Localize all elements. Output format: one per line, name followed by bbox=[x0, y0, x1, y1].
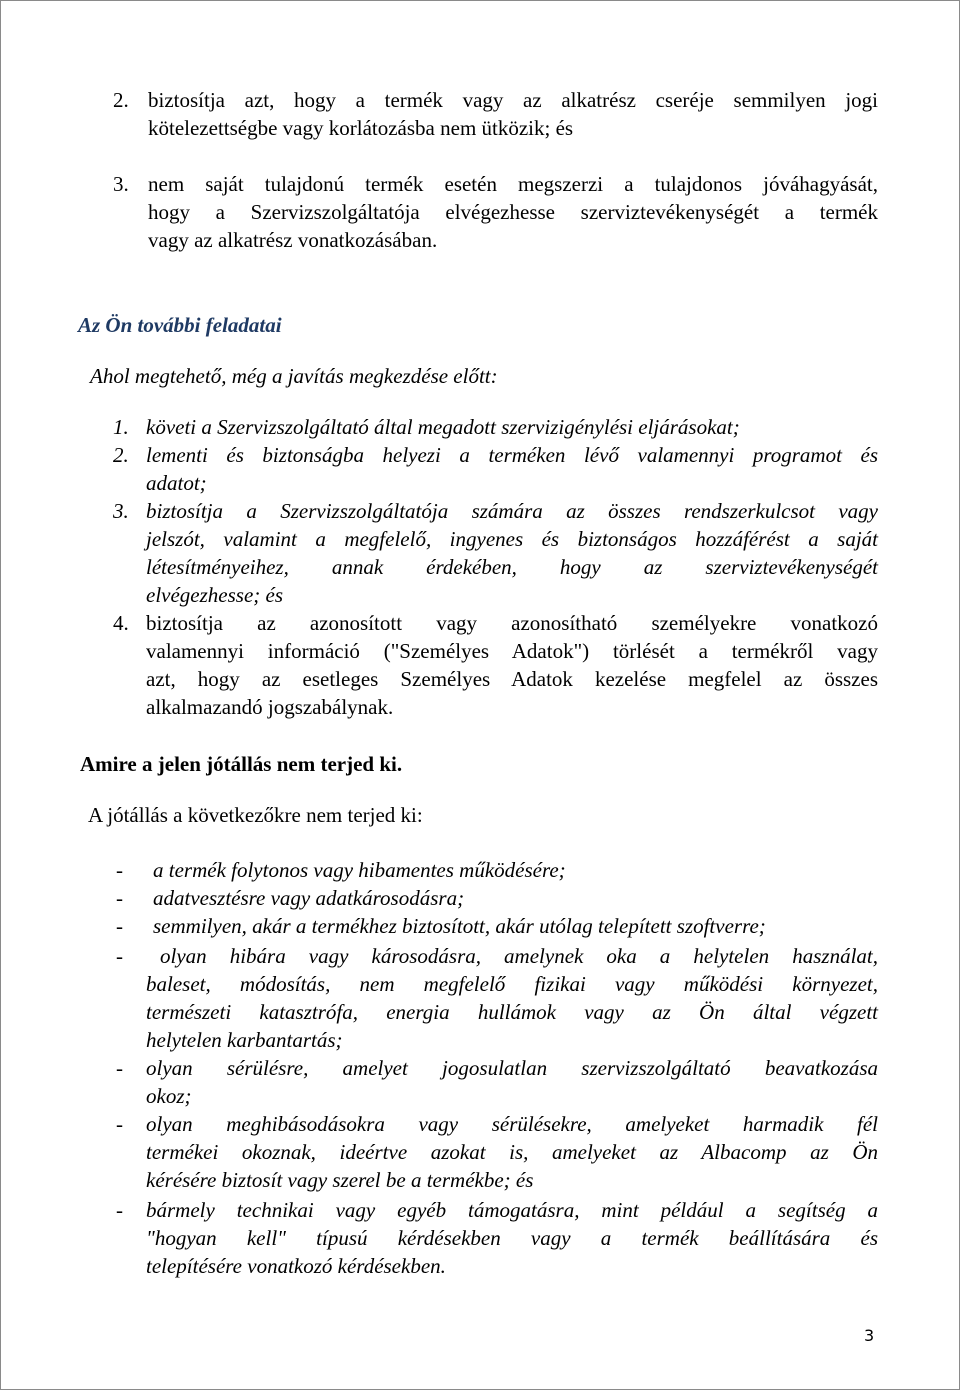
exclusion-line: termékei okoznak, ideértve azokat is, amelyeket az Albacomp az Ön bbox=[146, 1140, 878, 1164]
task-line: létesítményeihez, annak érdekében, hogy az szerviztevékenységét bbox=[146, 555, 878, 579]
exclusion-line: olyan meghibásodásokra vagy sérülésekre, amelyeket harmadik fél bbox=[146, 1112, 878, 1136]
exclusion-line: adatvesztésre vagy adatkárosodásra; bbox=[153, 886, 465, 910]
task-number: 2. bbox=[113, 443, 129, 467]
task-line: alkalmazandó jogszabálynak. bbox=[146, 695, 394, 719]
list-marker: - bbox=[116, 944, 123, 968]
task-line: azt, hogy az esetleges Személyes Adatok kezelése megfelel az összes bbox=[146, 667, 878, 691]
intro-item-line: hogy a Szervizszolgáltatója elvégezhesse szerviztevékenységét a termék bbox=[148, 200, 878, 224]
exclusion-line: helytelen karbantartás; bbox=[146, 1028, 343, 1052]
task-line: biztosítja a Szervizszolgáltatója számára az összes rendszerkulcsot vagy bbox=[146, 499, 878, 523]
task-line: valamennyi információ ("Személyes Adatok") törlését a termékről vagy bbox=[146, 639, 878, 663]
task-line: biztosítja az azonosított vagy azonosítható személyekre vonatkozó bbox=[146, 611, 878, 635]
section-heading-exclusions: Amire a jelen jótállás nem terjed ki. bbox=[80, 752, 403, 776]
exclusion-line: olyan sérülésre, amelyet jogosulatlan szervizszolgáltató beavatkozása bbox=[146, 1056, 878, 1080]
exclusion-line: semmilyen, akár a termékhez biztosított, akár utólag telepített szoftverre; bbox=[153, 914, 766, 938]
list-marker: - bbox=[116, 914, 123, 938]
intro-item-number: 3. bbox=[113, 172, 129, 196]
intro-item-line: kötelezettségbe vagy korlátozásba nem ütközik; és bbox=[148, 116, 574, 140]
list-marker: - bbox=[116, 1056, 123, 1080]
exclusion-line: bármely technikai vagy egyéb támogatásra, mint például a segítség a bbox=[146, 1198, 878, 1222]
list-marker: - bbox=[116, 1198, 123, 1222]
exclusion-line: "hogyan kell" típusú kérdésekben vagy a termék beállítására és bbox=[146, 1226, 878, 1250]
exclusion-line: baleset, módosítás, nem megfelelő fizikai vagy működési környezet, bbox=[146, 972, 878, 996]
exclusion-line: okoz; bbox=[146, 1084, 192, 1108]
list-marker: - bbox=[116, 886, 123, 910]
exclusion-line: olyan hibára vagy károsodásra, amelynek oka a helytelen használat, bbox=[160, 944, 878, 968]
intro-item-line: biztosítja azt, hogy a termék vagy az alkatrész cseréje semmilyen jogi bbox=[148, 88, 878, 112]
page-number: 3 bbox=[864, 1326, 875, 1345]
list-marker: - bbox=[116, 858, 123, 882]
exclusions-intro: A jótállás a következőkre nem terjed ki: bbox=[88, 803, 423, 827]
intro-item-number: 2. bbox=[113, 88, 129, 112]
task-number: 3. bbox=[113, 499, 129, 523]
intro-item-line: nem saját tulajdonú termék esetén megszerzi a tulajdonos jóváhagyását, bbox=[148, 172, 878, 196]
exclusion-line: telepítésére vonatkozó kérdésekben. bbox=[146, 1254, 446, 1278]
task-line: elvégezhesse; és bbox=[146, 583, 284, 607]
exclusion-line: természeti katasztrófa, energia hullámok vagy az Ön által végzett bbox=[146, 1000, 878, 1024]
task-line: követi a Szervizszolgáltató által megadott szervizigénylési eljárásokat; bbox=[146, 415, 740, 439]
task-line: jelszót, valamint a megfelelő, ingyenes és biztonságos hozzáférést a saját bbox=[146, 527, 878, 551]
task-number: 1. bbox=[113, 415, 129, 439]
intro-item-line: vagy az alkatrész vonatkozásában. bbox=[148, 228, 438, 252]
section-heading-further-tasks: Az Ön további feladatai bbox=[78, 313, 282, 337]
list-marker: - bbox=[116, 1112, 123, 1136]
exclusion-line: a termék folytonos vagy hibamentes működésére; bbox=[153, 858, 566, 882]
task-number: 4. bbox=[113, 611, 129, 635]
exclusion-line: kérésére biztosít vagy szerel be a termékbe; és bbox=[146, 1168, 534, 1192]
task-line: lementi és biztonságba helyezi a terméken lévő valamennyi programot és bbox=[146, 443, 878, 467]
section-subheading: Ahol megtehető, még a javítás megkezdése előtt: bbox=[90, 364, 498, 388]
task-line: adatot; bbox=[146, 471, 207, 495]
